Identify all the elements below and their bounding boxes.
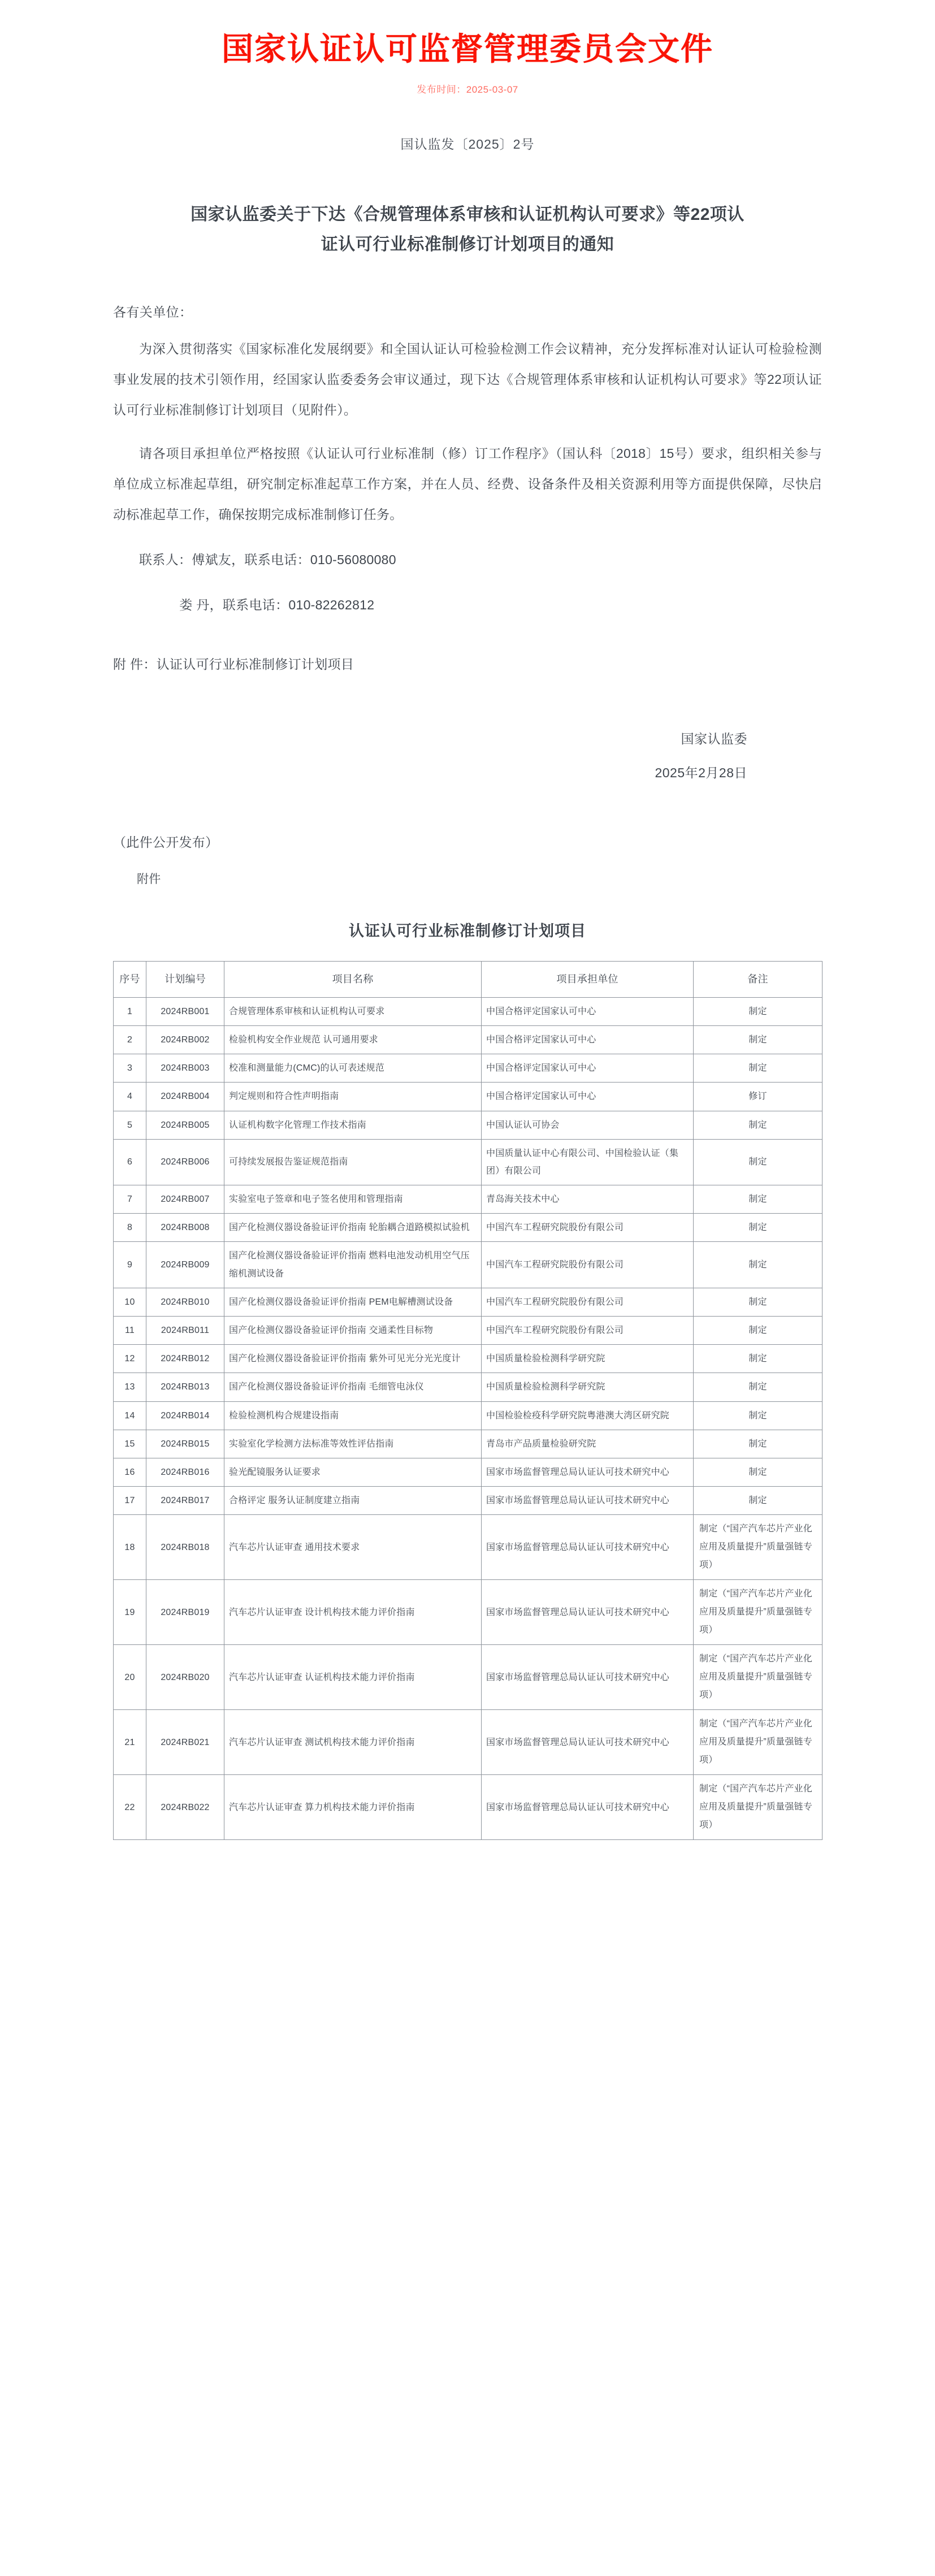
public-release-note: （此件公开发布） (113, 834, 219, 850)
column-header-seq: 序号 (114, 961, 146, 997)
cell-remark: 制定 (694, 1111, 823, 1139)
cell-name: 国产化检测仪器设备验证评价指南 交通柔性目标物 (224, 1317, 482, 1345)
annex-label: 附件 (137, 872, 161, 886)
cell-code: 2024RB009 (146, 1242, 224, 1288)
signature-issuer: 国家认监委 (681, 731, 747, 747)
cell-org: 中国合格评定国家认可中心 (482, 1025, 694, 1054)
cell-code: 2024RB001 (146, 997, 224, 1025)
document-number: 国认监发〔2025〕2号 (400, 137, 535, 151)
cell-seq: 1 (114, 997, 146, 1025)
cell-seq: 15 (114, 1430, 146, 1458)
cell-remark: 制定 (694, 1317, 823, 1345)
cell-org: 国家市场监督管理总局认证认可技术研究中心 (482, 1487, 694, 1515)
cell-name: 合规管理体系审核和认证机构认可要求 (224, 997, 482, 1025)
cell-seq: 20 (114, 1645, 146, 1710)
cell-remark: 制定（“国产汽车芯片产业化应用及质量提升”质量强链专项） (694, 1580, 823, 1645)
cell-seq: 12 (114, 1345, 146, 1373)
cell-code: 2024RB018 (146, 1515, 224, 1580)
cell-remark: 制定 (694, 1487, 823, 1515)
cell-code: 2024RB015 (146, 1430, 224, 1458)
cell-org: 中国检验检疫科学研究院粤港澳大湾区研究院 (482, 1401, 694, 1430)
cell-name: 国产化检测仪器设备验证评价指南 PEM电解槽测试设备 (224, 1288, 482, 1316)
cell-org: 青岛海关技术中心 (482, 1185, 694, 1214)
column-header-name: 项目名称 (224, 961, 482, 997)
cell-code: 2024RB012 (146, 1345, 224, 1373)
cell-remark: 制定 (694, 1288, 823, 1316)
cell-seq: 3 (114, 1054, 146, 1083)
table-row (114, 1185, 823, 1214)
cell-remark: 制定（“国产汽车芯片产业化应用及质量提升”质量强链专项） (694, 1710, 823, 1775)
cell-seq: 18 (114, 1515, 146, 1580)
table-row (114, 1025, 823, 1054)
cell-org: 中国质量检验检测科学研究院 (482, 1373, 694, 1401)
table-row (114, 1288, 823, 1316)
cell-org: 中国汽车工程研究院股份有限公司 (482, 1317, 694, 1345)
cell-code: 2024RB017 (146, 1487, 224, 1515)
cell-code: 2024RB019 (146, 1580, 224, 1645)
table-row (114, 997, 823, 1025)
cell-seq: 14 (114, 1401, 146, 1430)
body-paragraph-1: 为深入贯彻落实《国家标准化发展纲要》和全国认证认可检验检测工作会议精神，充分发挥标准对认证认可检验检测事业发展的技术引领作用，经国家认监委委务会审议通过，现下达《合规管理体系审核和认证机构认可要求》等22项认证认可行业标准制修订计划项目（见附件）。 (113, 341, 822, 418)
cell-name: 国产化检测仪器设备验证评价指南 毛细管电泳仪 (224, 1373, 482, 1401)
cell-remark: 制定 (694, 1430, 823, 1458)
cell-org: 中国汽车工程研究院股份有限公司 (482, 1288, 694, 1316)
cell-name: 国产化检测仪器设备验证评价指南 轮胎耦合道路模拟试验机 (224, 1214, 482, 1242)
cell-seq: 19 (114, 1580, 146, 1645)
cell-seq: 7 (114, 1185, 146, 1214)
cell-remark: 制定 (694, 1345, 823, 1373)
standards-plan-table (113, 961, 823, 1841)
cell-name: 汽车芯片认证审查 设计机构技术能力评价指南 (224, 1580, 482, 1645)
cell-seq: 21 (114, 1710, 146, 1775)
cell-name: 可持续发展报告鉴证规范指南 (224, 1139, 482, 1185)
table-row (114, 1373, 823, 1401)
cell-code: 2024RB016 (146, 1458, 224, 1486)
table-row (114, 1139, 823, 1185)
cell-remark: 制定 (694, 1242, 823, 1288)
cell-code: 2024RB022 (146, 1775, 224, 1840)
cell-name: 国产化检测仪器设备验证评价指南 紫外可见光分光光度计 (224, 1345, 482, 1373)
signature-block (113, 722, 822, 790)
contact-person-2: 娄 丹，联系电话：010-82262812 (179, 598, 375, 613)
cell-org: 国家市场监督管理总局认证认可技术研究中心 (482, 1710, 694, 1775)
cell-name: 检验检测机构合规建设指南 (224, 1401, 482, 1430)
cell-code: 2024RB013 (146, 1373, 224, 1401)
cell-seq: 4 (114, 1083, 146, 1111)
cell-remark: 制定 (694, 1185, 823, 1214)
cell-name: 汽车芯片认证审查 算力机构技术能力评价指南 (224, 1775, 482, 1840)
cell-name: 验光配镜服务认证要求 (224, 1458, 482, 1486)
cell-org: 国家市场监督管理总局认证认可技术研究中心 (482, 1458, 694, 1486)
table-row (114, 1775, 823, 1840)
cell-remark: 制定（“国产汽车芯片产业化应用及质量提升”质量强链专项） (694, 1515, 823, 1580)
cell-org: 国家市场监督管理总局认证认可技术研究中心 (482, 1775, 694, 1840)
cell-remark: 制定 (694, 1401, 823, 1430)
contact-person-1: 联系人：傅斌友，联系电话：010-56080080 (139, 552, 396, 568)
cell-remark: 制定 (694, 1139, 823, 1185)
cell-code: 2024RB011 (146, 1317, 224, 1345)
attachment-reference: 附 件：认证认可行业标准制修订计划项目 (113, 656, 354, 672)
table-row (114, 1317, 823, 1345)
cell-name: 判定规则和符合性声明指南 (224, 1083, 482, 1111)
cell-code: 2024RB005 (146, 1111, 224, 1139)
table-row (114, 1214, 823, 1242)
publish-time: 发布时间：2025-03-07 (417, 84, 518, 95)
salutation: 各有关单位： (113, 305, 193, 319)
table-row (114, 1083, 823, 1111)
cell-org: 国家市场监督管理总局认证认可技术研究中心 (482, 1645, 694, 1710)
cell-org: 国家市场监督管理总局认证认可技术研究中心 (482, 1515, 694, 1580)
cell-name: 校准和测量能力(CMC)的认可表述规范 (224, 1054, 482, 1083)
cell-seq: 17 (114, 1487, 146, 1515)
cell-org: 青岛市产品质量检验研究院 (482, 1430, 694, 1458)
cell-name: 检验机构安全作业规范 认可通用要求 (224, 1025, 482, 1054)
table-header (114, 961, 823, 997)
table-row (114, 1458, 823, 1486)
cell-name: 实验室电子签章和电子签名使用和管理指南 (224, 1185, 482, 1214)
cell-remark: 制定 (694, 1025, 823, 1054)
table-row (114, 1430, 823, 1458)
cell-org: 中国汽车工程研究院股份有限公司 (482, 1214, 694, 1242)
cell-seq: 13 (114, 1373, 146, 1401)
masthead (0, 0, 935, 96)
cell-name: 实验室化学检测方法标准等效性评估指南 (224, 1430, 482, 1458)
document-title: 国家认监委关于下达《合规管理体系审核和认证机构认可要求》等22项认证认可行业标准制修订计划项目的通知 (191, 205, 744, 254)
masthead-title: 国家认证认可监督管理委员会文件 (222, 31, 713, 67)
cell-seq: 16 (114, 1458, 146, 1486)
table-row (114, 1401, 823, 1430)
table-header-row (114, 961, 823, 997)
cell-org: 中国汽车工程研究院股份有限公司 (482, 1242, 694, 1288)
cell-org: 中国合格评定国家认可中心 (482, 1083, 694, 1111)
cell-name: 汽车芯片认证审查 认证机构技术能力评价指南 (224, 1645, 482, 1710)
cell-org: 中国合格评定国家认可中心 (482, 997, 694, 1025)
cell-code: 2024RB021 (146, 1710, 224, 1775)
cell-name: 国产化检测仪器设备验证评价指南 燃料电池发动机用空气压缩机测试设备 (224, 1242, 482, 1288)
cell-seq: 8 (114, 1214, 146, 1242)
cell-remark: 制定（“国产汽车芯片产业化应用及质量提升”质量强链专项） (694, 1645, 823, 1710)
table-row (114, 1515, 823, 1580)
annex-title: 认证认可行业标准制修订计划项目 (349, 922, 586, 940)
table-row (114, 1645, 823, 1710)
cell-remark: 制定 (694, 1373, 823, 1401)
cell-code: 2024RB006 (146, 1139, 224, 1185)
table-row (114, 1710, 823, 1775)
cell-code: 2024RB002 (146, 1025, 224, 1054)
cell-org: 国家市场监督管理总局认证认可技术研究中心 (482, 1580, 694, 1645)
cell-name: 认证机构数字化管理工作技术指南 (224, 1111, 482, 1139)
cell-org: 中国质量检验检测科学研究院 (482, 1345, 694, 1373)
column-header-org: 项目承担单位 (482, 961, 694, 997)
cell-code: 2024RB014 (146, 1401, 224, 1430)
table-row (114, 1054, 823, 1083)
table-row (114, 1487, 823, 1515)
cell-remark: 制定 (694, 997, 823, 1025)
cell-seq: 5 (114, 1111, 146, 1139)
table-body (114, 997, 823, 1840)
cell-remark: 制定 (694, 1054, 823, 1083)
plan-table-wrapper (113, 961, 822, 1841)
cell-code: 2024RB008 (146, 1214, 224, 1242)
cell-seq: 10 (114, 1288, 146, 1316)
table-row (114, 1242, 823, 1288)
cell-org: 中国合格评定国家认可中心 (482, 1054, 694, 1083)
cell-seq: 6 (114, 1139, 146, 1185)
cell-code: 2024RB010 (146, 1288, 224, 1316)
signature-date: 2025年2月28日 (655, 765, 747, 780)
table-row (114, 1580, 823, 1645)
cell-name: 汽车芯片认证审查 测试机构技术能力评价指南 (224, 1710, 482, 1775)
cell-seq: 11 (114, 1317, 146, 1345)
cell-remark: 制定 (694, 1214, 823, 1242)
table-row (114, 1345, 823, 1373)
cell-remark: 制定 (694, 1458, 823, 1486)
column-header-code: 计划编号 (146, 961, 224, 997)
cell-code: 2024RB004 (146, 1083, 224, 1111)
column-header-remark: 备注 (694, 961, 823, 997)
cell-remark: 修订 (694, 1083, 823, 1111)
cell-seq: 9 (114, 1242, 146, 1288)
cell-code: 2024RB020 (146, 1645, 224, 1710)
cell-org: 中国质量认证中心有限公司、中国检验认证（集团）有限公司 (482, 1139, 694, 1185)
cell-code: 2024RB007 (146, 1185, 224, 1214)
cell-remark: 制定（“国产汽车芯片产业化应用及质量提升”质量强链专项） (694, 1775, 823, 1840)
document-body (113, 259, 822, 941)
cell-seq: 22 (114, 1775, 146, 1840)
cell-seq: 2 (114, 1025, 146, 1054)
cell-code: 2024RB003 (146, 1054, 224, 1083)
cell-org: 中国认证认可协会 (482, 1111, 694, 1139)
cell-name: 汽车芯片认证审查 通用技术要求 (224, 1515, 482, 1580)
body-paragraph-2: 请各项目承担单位严格按照《认证认可行业标准制（修）订工作程序》（国认科〔2018〕15号）要求，组织相关参与单位成立标准起草组，研究制定标准起草工作方案，并在人员、经费、设备条件及相关资源利用等方面提供保障，尽快启动标准起草工作，确保按期完成标准制修订任务。 (113, 446, 822, 522)
table-row (114, 1111, 823, 1139)
cell-name: 合格评定 服务认证制度建立指南 (224, 1487, 482, 1515)
